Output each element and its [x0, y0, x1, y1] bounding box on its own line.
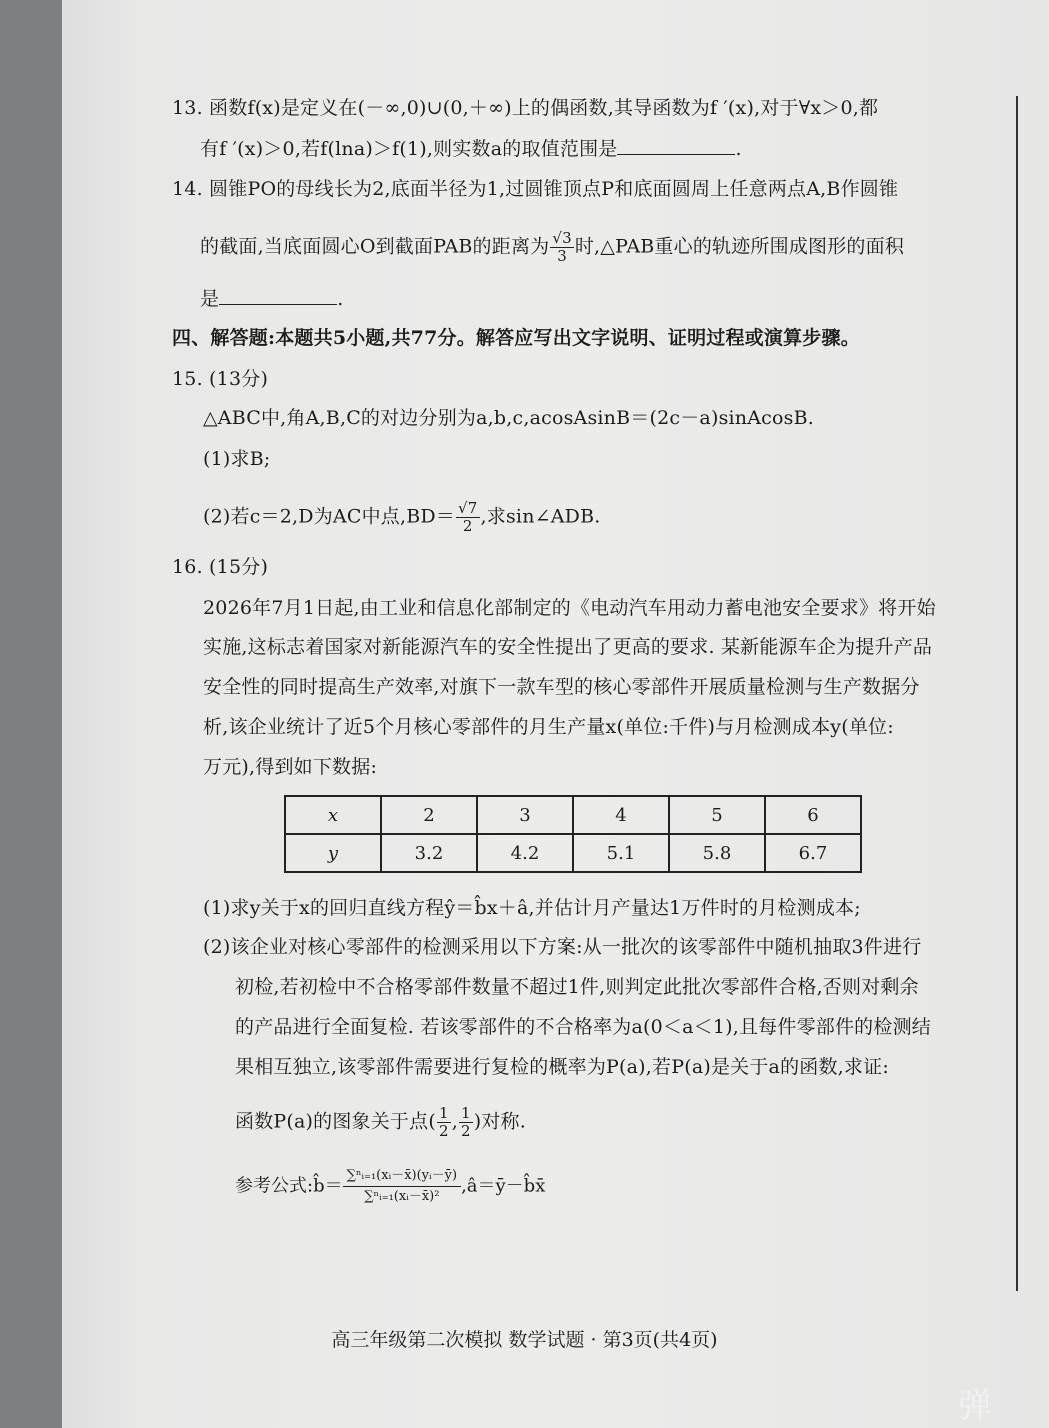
fraction: $\frac{√7}{2}$ [458, 499, 478, 535]
q16-para-line: 析,该企业统计了近5个月核心零部件的月生产量x(单位:千件)与月检测成本y(单位: [203, 716, 894, 738]
q15-part1: (1)求B; [203, 448, 271, 470]
table-cell: 5.1 [573, 834, 669, 872]
answer-blank[interactable] [219, 286, 337, 305]
fraction: $\frac{√3}{3}$ [552, 229, 572, 265]
q16-para-line: 2026年7月1日起,由工业和信息化部制定的《电动汽车用动力蓄电池安全要求》将开始 [203, 597, 936, 619]
q14-line3: 是 . [200, 288, 344, 310]
q16-part1: (1)求y关于x的回归直线方程ŷ＝b̂x＋â,并估计月产量达1万件时的月检测成本; [203, 897, 861, 919]
q14-line1: 14. 圆锥PO的母线长为2,底面半径为1,过圆锥顶点P和底面圆周上任意两点A,B作圆锥 [172, 178, 899, 200]
q15-head: 15. (13分) [172, 368, 269, 390]
q16-head: 16. (15分) [172, 556, 269, 578]
section-heading: 四、解答题:本题共5小题,共77分。解答应写出文字说明、证明过程或演算步骤。 [172, 327, 860, 349]
table-cell: 5 [669, 796, 765, 834]
q16-para-line: 安全性的同时提高生产效率,对旗下一款车型的核心零部件开展质量检测与生产数据分 [203, 676, 920, 698]
fraction: $\frac{1}{2}$ [438, 1104, 449, 1140]
q13-line1: 13. 函数f(x)是定义在(－∞,0)∪(0,＋∞)上的偶函数,其导函数为f ′(x),对于∀x＞0,都 [172, 97, 879, 119]
q16-para-line: 万元),得到如下数据: [203, 756, 378, 778]
table-cell: 4 [573, 796, 669, 834]
q16-part2-line: 初检,若初检中不合格零部件数量不超过1件,则判定此批次零部件合格,否则对剩余 [235, 976, 919, 998]
table-cell: x [285, 796, 381, 834]
exam-paper [62, 0, 1049, 1428]
q15-stem: △ABC中,角A,B,C的对边分别为a,b,c,acosAsinB＝(2c－a)sinAcosB. [203, 407, 814, 429]
q16-part2-last: 函数P(a)的图象关于点( $\frac{1}{2}$ , $\frac{1}{2}$ )对称. [235, 1104, 526, 1140]
q16-part2-line: 果相互独立,该零部件需要进行复检的概率为P(a),若P(a)是关于a的函数,求证: [235, 1056, 889, 1078]
table-cell: 3 [477, 796, 573, 834]
q16-part2-line: 的产品进行全面复检. 若该零部件的不合格率为a(0＜a＜1),且每件零部件的检测结 [235, 1016, 931, 1038]
table-cell: 2 [381, 796, 477, 834]
reference-formula: 参考公式:b̂＝ $\frac{\text{∑ⁿᵢ₌₁(xᵢ－x̄)(yᵢ－ȳ)}}{\text{∑ⁿᵢ₌₁(xᵢ－x̄)²}}$ ,â＝ȳ－b̂x̄ [235, 1168, 546, 1204]
fraction: $\frac{1}{2}$ [460, 1104, 471, 1140]
table-cell: y [285, 834, 381, 872]
q13-line2: 有f ′(x)＞0,若f(lna)＞f(1),则实数a的取值范围是 . [200, 138, 742, 160]
table-cell: 4.2 [477, 834, 573, 872]
answer-blank[interactable] [617, 136, 735, 155]
table-row [285, 796, 861, 834]
q16-para-line: 实施,这标志着国家对新能源汽车的安全性提出了更高的要求. 某新能源车企为提升产品 [203, 636, 933, 658]
q15-part2: (2)若c＝2,D为AC中点,BD＝ $\frac{√7}{2}$ ,求sin∠ADB. [203, 499, 601, 535]
data-table [284, 795, 862, 873]
formula-fraction: $\frac{\text{∑ⁿᵢ₌₁(xᵢ－x̄)(yᵢ－ȳ)}}{\text{∑ⁿᵢ₌₁(xᵢ－x̄)²}}$ [343, 1168, 461, 1205]
table-cell: 5.8 [669, 834, 765, 872]
page-footer: 高三年级第二次模拟 数学试题 · 第3页(共4页) [331, 1329, 718, 1351]
table-cell: 6 [765, 796, 861, 834]
watermark-logo: 弹 [958, 1386, 992, 1426]
table-cell: 3.2 [381, 834, 477, 872]
margin-rule [1016, 96, 1018, 1291]
table-row [285, 834, 861, 872]
q14-line2: 的截面,当底面圆心O到截面PAB的距离为 $\frac{√3}{3}$ 时,△PAB重心的轨迹所围成图形的面积 [200, 229, 905, 265]
q16-part2-line: (2)该企业对核心零部件的检测采用以下方案:从一批次的该零部件中随机抽取3件进行 [203, 936, 922, 958]
table-cell: 6.7 [765, 834, 861, 872]
